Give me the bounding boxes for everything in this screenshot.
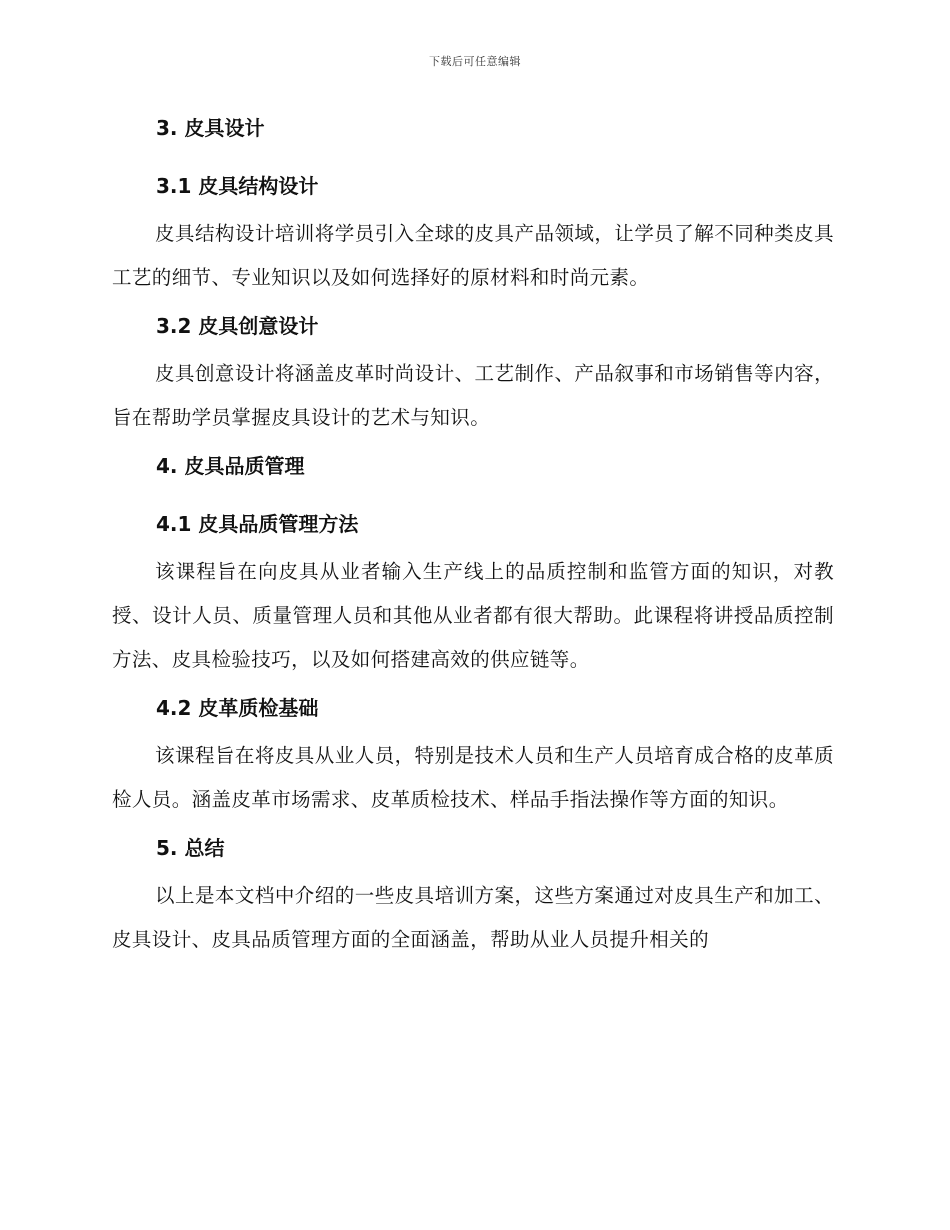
paragraph-4-1: 该课程旨在向皮具从业者输入生产线上的品质控制和监管方面的知识，对教授、设计人员、质量管理人员和其他从业者都有很大帮助。此课程将讲授品质控制方法、皮具检验技巧，以及如何搭建高效的供应链等。 <box>112 560 834 671</box>
document-body <box>112 112 834 962</box>
section-heading-3: 3. 皮具设计 <box>156 116 265 140</box>
paragraph-5: 以上是本文档中介绍的一些皮具培训方案，这些方案通过对皮具生产和加工、皮具设计、皮具品质管理方面的全面涵盖，帮助从业人员提升相关的 <box>112 884 834 951</box>
section-heading-4-2: 4.2 皮革质检基础 <box>156 696 319 720</box>
section-heading-5: 5. 总结 <box>156 836 225 860</box>
paragraph-4-2: 该课程旨在将皮具从业人员，特别是技术人员和生产人员培育成合格的皮革质检人员。涵盖皮革市场需求、皮革质检技术、样品手指法操作等方面的知识。 <box>112 744 834 811</box>
section-heading-4: 4. 皮具品质管理 <box>156 454 305 478</box>
paragraph-3-2: 皮具创意设计将涵盖皮革时尚设计、工艺制作、产品叙事和市场销售等内容，旨在帮助学员掌握皮具设计的艺术与知识。 <box>112 362 834 429</box>
paragraph-3-1: 皮具结构设计培训将学员引入全球的皮具产品领域，让学员了解不同种类皮具工艺的细节、专业知识以及如何选择好的原材料和时尚元素。 <box>112 222 834 289</box>
section-heading-3-1: 3.1 皮具结构设计 <box>156 174 319 198</box>
section-heading-4-1: 4.1 皮具品质管理方法 <box>156 512 359 536</box>
section-heading-3-2: 3.2 皮具创意设计 <box>156 314 319 338</box>
header-note: 下载后可任意编辑 <box>429 55 521 68</box>
